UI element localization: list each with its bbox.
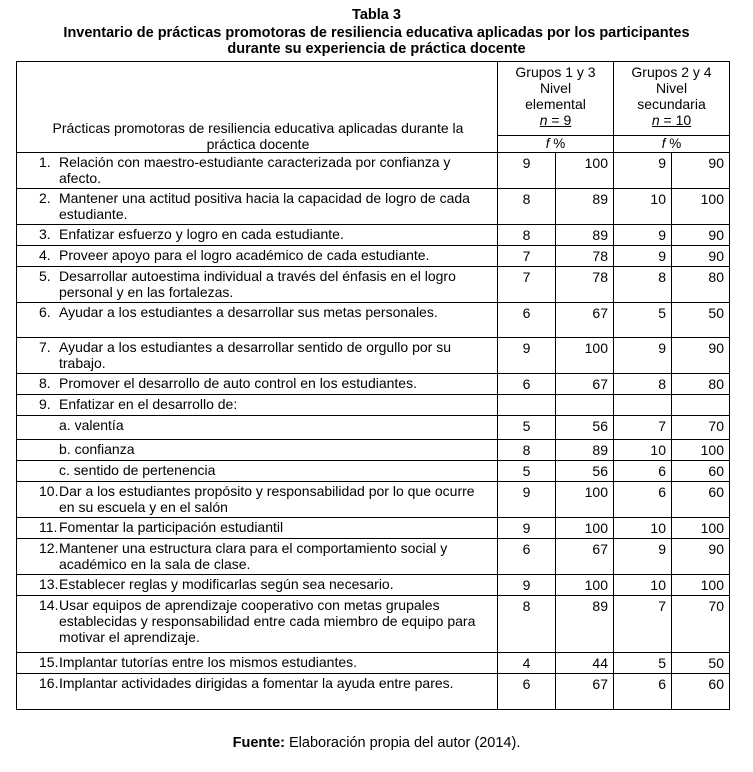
group-1-percent: 67: [556, 674, 614, 710]
practice-number: 3.: [39, 226, 51, 242]
practice-number: 11.: [39, 519, 58, 535]
table-row: [17, 416, 730, 440]
group-2-frequency: 9: [614, 225, 672, 246]
practice-cell: [17, 461, 498, 482]
practice-cell: [17, 539, 498, 575]
practice-cell: [17, 374, 498, 395]
group-2-frequency: 7: [614, 416, 672, 440]
group-2-n-label: n: [651, 112, 660, 128]
practice-cell: [17, 440, 498, 461]
group-1-frequency: 5: [498, 461, 556, 482]
group-1-frequency: 7: [498, 267, 556, 303]
practice-number: 5.: [39, 268, 51, 284]
practice-number: 7.: [39, 339, 51, 355]
group-1-percent: 100: [556, 153, 614, 189]
practice-text: Implantar actividades dirigidas a fomentar la ayuda entre pares.: [59, 675, 454, 691]
group-2-frequency: 9: [614, 539, 672, 575]
group-1-pct-label: %: [549, 136, 566, 151]
group-2-n-value: = 10: [659, 112, 692, 128]
group-1-frequency: 9: [498, 482, 556, 518]
table-row: [17, 596, 730, 653]
practice-cell: [17, 225, 498, 246]
header-row: [17, 62, 730, 136]
group-2-frequency: 10: [614, 440, 672, 461]
practice-text: Dar a los estudiantes propósito y responsabilidad por lo que ocurre en su escuela y en el salón: [59, 483, 475, 515]
group-1-frequency: 9: [498, 518, 556, 539]
practice-text: Fomentar la participación estudiantil: [59, 519, 284, 535]
practice-cell: [17, 674, 498, 710]
group-1-percent: 100: [556, 482, 614, 518]
table-row: [17, 518, 730, 539]
group-1-frequency: 9: [498, 338, 556, 374]
table-row: [17, 440, 730, 461]
table-row: [17, 674, 730, 710]
group-2-percent: 70: [672, 416, 730, 440]
group-2-percent: 90: [672, 539, 730, 575]
group-1-percent: 89: [556, 189, 614, 225]
group-1-frequency: 7: [498, 246, 556, 267]
table-label: Tabla 3: [352, 7, 401, 23]
practice-number: 6.: [39, 304, 51, 320]
group-2-percent: 100: [672, 518, 730, 539]
group-2-percent: 90: [672, 225, 730, 246]
table-row: [17, 338, 730, 374]
group-2-line-1: Grupos 2 y 4: [631, 64, 712, 80]
group-2-f-label: f: [661, 136, 666, 151]
table-row: [17, 303, 730, 338]
group-1-line-3: elemental: [525, 96, 586, 112]
practice-cell: [17, 575, 498, 596]
group-2-frequency: 10: [614, 575, 672, 596]
group-2-percent: 90: [672, 153, 730, 189]
practice-text: Implantar tutorías entre los mismos estudiantes.: [59, 654, 358, 670]
group-2-frequency: 6: [614, 482, 672, 518]
group-1-percent: 100: [556, 518, 614, 539]
group-2-frequency: 5: [614, 653, 672, 674]
group-1-frequency: 9: [498, 153, 556, 189]
group-2-frequency: 5: [614, 303, 672, 338]
group-1-f-label: f: [545, 136, 550, 151]
practice-cell: [17, 189, 498, 225]
table-row: [17, 225, 730, 246]
group-1-frequency: 6: [498, 374, 556, 395]
group-2-frequency: 10: [614, 518, 672, 539]
table-title: [0, 25, 753, 57]
group-2-pct-label: %: [665, 136, 682, 151]
group-2-percent: 80: [672, 374, 730, 395]
group-1-percent: 56: [556, 461, 614, 482]
group-1-percent: 67: [556, 374, 614, 395]
group-2-percent: 60: [672, 461, 730, 482]
practice-text: Mantener una estructura clara para el comportamiento social y académico en la sala de clase.: [59, 540, 448, 572]
table-row: [17, 395, 730, 416]
group-2-percent: 80: [672, 267, 730, 303]
practice-text: Usar equipos de aprendizaje cooperativo con metas grupales establecidas y responsabilidad entre cada miembro de equipo para motivar el aprendizaje.: [59, 597, 476, 645]
group-1-percent: 67: [556, 539, 614, 575]
practice-text: Enfatizar esfuerzo y logro en cada estudiante.: [59, 226, 344, 242]
practice-cell: [17, 416, 498, 440]
practice-text: c. sentido de pertenencia: [59, 462, 216, 478]
practice-text: Desarrollar autoestima individual a través del énfasis en el logro personal y en las fortalezas.: [59, 268, 456, 300]
table-row: [17, 246, 730, 267]
group-1-line-2: Nivel: [539, 80, 572, 96]
table-row: [17, 539, 730, 575]
group-2-frequency: 6: [614, 461, 672, 482]
practice-text: Ayudar a los estudiantes a desarrollar sus metas personales.: [59, 304, 438, 320]
practice-number: 12.: [39, 540, 59, 556]
practice-text: a. valentía: [59, 417, 124, 433]
practice-number: 1.: [39, 154, 51, 170]
table-row: [17, 189, 730, 225]
table-row: [17, 482, 730, 518]
group-2-percent: 70: [672, 596, 730, 653]
practice-number: 13.: [39, 576, 59, 592]
group-1-percent: 78: [556, 246, 614, 267]
practice-text: Promover el desarrollo de auto control en los estudiantes.: [59, 375, 417, 391]
group-2-percent: 100: [672, 440, 730, 461]
group-1-frequency: 6: [498, 539, 556, 575]
practice-text: Ayudar a los estudiantes a desarrollar sentido de orgullo por su trabajo.: [59, 339, 451, 371]
practice-number: 10.: [39, 483, 59, 499]
table-row: [17, 267, 730, 303]
group-1-percent: [556, 395, 614, 416]
practice-text: Mantener una actitud positiva hacia la capacidad de logro de cada estudiante.: [59, 190, 470, 222]
group-1-n-label: n: [539, 112, 548, 128]
group-1-percent: 44: [556, 653, 614, 674]
group-2-percent: 100: [672, 189, 730, 225]
group-2-frequency: 8: [614, 267, 672, 303]
group-1-sample-size: [500, 112, 611, 128]
practice-cell: [17, 482, 498, 518]
group-2-frequency: 9: [614, 338, 672, 374]
group-1-frequency: 9: [498, 575, 556, 596]
table-title-line-2: durante su experiencia de práctica docente: [227, 41, 526, 57]
group-1-frequency: 8: [498, 189, 556, 225]
practice-number: 4.: [39, 247, 51, 263]
group-1-frequency: [498, 395, 556, 416]
table-row: [17, 153, 730, 189]
table-row: [17, 653, 730, 674]
group-1-frequency: 8: [498, 440, 556, 461]
group-2-percent: 50: [672, 303, 730, 338]
description-header: Prácticas promotoras de resiliencia educativa aplicadas durante la práctica docente: [17, 62, 498, 153]
practice-number: 2.: [39, 190, 51, 206]
source-note: [0, 735, 753, 751]
group-1-frequency: 5: [498, 416, 556, 440]
group-2-frequency: 10: [614, 189, 672, 225]
group-2-frequency: 7: [614, 596, 672, 653]
practice-cell: [17, 267, 498, 303]
group-1-percent: 100: [556, 575, 614, 596]
practice-number: 16.: [39, 675, 59, 691]
group-1-header: [498, 62, 614, 136]
group-2-frequency: 9: [614, 153, 672, 189]
group-1-percent: 89: [556, 225, 614, 246]
practice-cell: [17, 518, 498, 539]
group-2-frequency: 6: [614, 674, 672, 710]
group-1-frequency: 8: [498, 596, 556, 653]
practice-number: 9.: [39, 396, 51, 412]
group-1-frequency: 6: [498, 674, 556, 710]
source-text: Elaboración propia del autor (2014).: [284, 735, 521, 751]
group-1-percent: 100: [556, 338, 614, 374]
practice-cell: [17, 596, 498, 653]
practice-text: Enfatizar en el desarrollo de:: [59, 396, 238, 412]
group-2-f-pct-header: [614, 136, 730, 153]
group-1-percent: 89: [556, 440, 614, 461]
group-2-header: [614, 62, 730, 136]
group-2-percent: 60: [672, 482, 730, 518]
group-2-percent: 90: [672, 246, 730, 267]
group-2-percent: 60: [672, 674, 730, 710]
table-row: [17, 461, 730, 482]
group-2-percent: 90: [672, 338, 730, 374]
table-title-line-1: Inventario de prácticas promotoras de resiliencia educativa aplicadas por los participantes: [63, 25, 690, 41]
practice-cell: [17, 303, 498, 338]
group-2-frequency: 9: [614, 246, 672, 267]
group-2-percent: 50: [672, 653, 730, 674]
group-2-percent: [672, 395, 730, 416]
source-label: Fuente:: [232, 735, 285, 751]
group-1-f-pct-header: [498, 136, 614, 153]
group-1-percent: 78: [556, 267, 614, 303]
group-2-frequency: 8: [614, 374, 672, 395]
group-1-percent: 56: [556, 416, 614, 440]
practice-number: 14.: [39, 597, 59, 613]
group-1-frequency: 6: [498, 303, 556, 338]
practice-cell: [17, 246, 498, 267]
practice-cell: [17, 153, 498, 189]
group-1-line-1: Grupos 1 y 3: [515, 64, 596, 80]
practice-cell: [17, 338, 498, 374]
group-1-n-value: = 9: [547, 112, 572, 128]
group-1-frequency: 8: [498, 225, 556, 246]
practice-number: 15.: [39, 654, 59, 670]
group-2-sample-size: [616, 112, 727, 128]
practice-text: Proveer apoyo para el logro académico de cada estudiante.: [59, 247, 430, 263]
practice-text: b. confianza: [59, 441, 135, 457]
group-2-frequency: [614, 395, 672, 416]
practice-cell: [17, 395, 498, 416]
group-1-percent: 89: [556, 596, 614, 653]
group-1-frequency: 4: [498, 653, 556, 674]
table-row: [17, 575, 730, 596]
practice-text: Establecer reglas y modificarlas según sea necesario.: [59, 576, 394, 592]
practice-text: Relación con maestro-estudiante caracterizada por confianza y afecto.: [59, 154, 451, 186]
table-row: [17, 374, 730, 395]
practice-cell: [17, 653, 498, 674]
practices-table: [16, 61, 730, 710]
group-2-line-3: secundaria: [637, 96, 706, 112]
group-2-line-2: Nivel: [655, 80, 688, 96]
group-2-percent: 100: [672, 575, 730, 596]
group-1-percent: 67: [556, 303, 614, 338]
practice-number: 8.: [39, 375, 51, 391]
